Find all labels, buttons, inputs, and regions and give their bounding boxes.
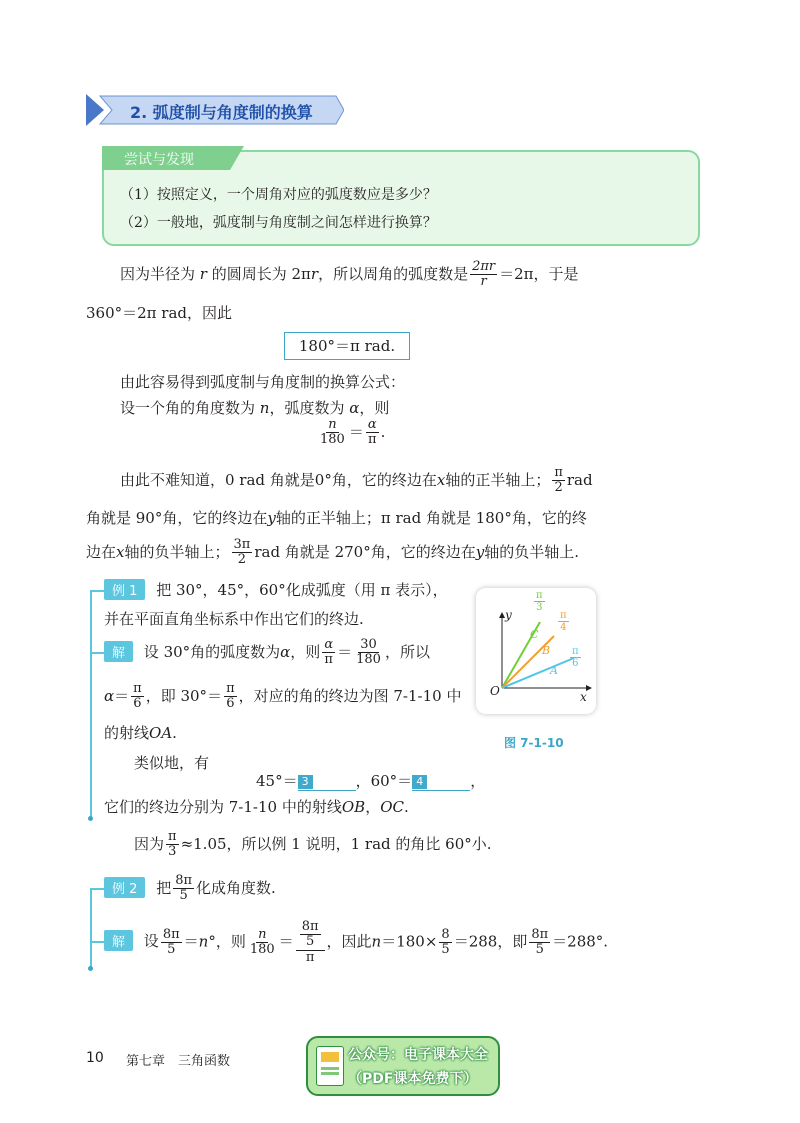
var-y: y <box>475 542 485 561</box>
text: rad 角就是 270°角，它的终边在 <box>254 542 476 561</box>
figure-7-1-10 <box>476 588 596 714</box>
frac-den: 5 <box>167 941 176 957</box>
fraction <box>173 874 194 904</box>
text: ，对应的角的终边为图 7-1-10 中 <box>238 686 462 705</box>
text: ＝ <box>114 686 130 705</box>
frac-den: 180 <box>249 941 275 957</box>
text: ，即 30°＝ <box>145 686 223 705</box>
book-icon <box>316 1046 344 1086</box>
para2-line1: 由此容易得到弧度制与角度制的换算公式： <box>120 373 406 391</box>
frac-den: 180 <box>356 652 381 668</box>
label-pi-over-4 <box>558 610 569 633</box>
text: 因为半径为 <box>120 264 196 283</box>
var-n: n <box>259 399 270 417</box>
example1-line1 <box>90 579 448 600</box>
origin-label: O <box>490 684 500 698</box>
frac-den: 5 <box>441 941 450 957</box>
frac-den: 180 <box>320 432 345 448</box>
watermark-badge <box>306 1036 500 1096</box>
text: 轴的正半轴上；π rad 角就是 180°角，它的终 <box>275 509 587 527</box>
text: ≈1.05，所以例 1 说明，1 rad 的角比 60°小. <box>180 834 492 853</box>
text: . <box>380 422 386 441</box>
text: 因为 <box>134 834 165 853</box>
text: 把 30°，45°，60°化成弧度（用 π 表示）， <box>156 581 448 599</box>
axis-label-x: x <box>580 690 587 704</box>
frac-num: π <box>226 681 235 696</box>
text: ＝288°. <box>552 932 609 951</box>
frac-den: 6 <box>133 696 142 712</box>
frac-num: 8π <box>162 926 180 942</box>
explore-label <box>102 146 244 170</box>
frac-num: 8π <box>175 873 193 888</box>
text: ＝ <box>348 422 364 441</box>
ray-label-a: A <box>550 664 558 677</box>
explore-label-text: 尝试与发现 <box>124 152 194 168</box>
text: ，弧度数为 <box>269 399 345 417</box>
frac-den: 3 <box>536 602 543 613</box>
boxed-formula: 180°＝π rad. <box>284 332 410 360</box>
frac-den: π <box>305 949 315 965</box>
frac-num: 8π <box>531 926 549 942</box>
example1-bracket <box>90 590 92 820</box>
para3-line1 <box>120 466 593 496</box>
text: 它们的终边分别为 7-1-10 中的射线 <box>104 798 342 816</box>
example1-solution-line5 <box>256 770 485 791</box>
text: 由此不难知道，0 rad 角就是0°角，它的终边在 <box>120 470 437 489</box>
frac-den: 2 <box>554 480 563 496</box>
example2-bracket-dot <box>88 966 93 971</box>
var-alpha: α <box>280 642 291 661</box>
text: ， <box>470 772 486 790</box>
var-n: n <box>198 932 209 951</box>
para2-line2 <box>120 397 389 418</box>
frac-den: 3 <box>168 844 177 860</box>
para1-line2: 360°＝2π rad，因此 <box>86 304 233 322</box>
frac-num: π <box>572 646 579 657</box>
para3-line2 <box>86 507 587 528</box>
watermark-line1: 公众号：电子课本大全 <box>348 1047 488 1063</box>
text: ，所以 <box>384 642 430 661</box>
frac-den: 4 <box>560 622 567 633</box>
explore-q1: （1）按照定义，一个周角对应的弧度数应是多少？ <box>120 187 437 203</box>
frac-den: 6 <box>572 658 579 669</box>
example2-solution <box>90 920 608 965</box>
frac-den: 5 <box>535 941 544 957</box>
fraction <box>354 638 383 668</box>
para4 <box>134 830 492 860</box>
frac-num: 2πr <box>472 259 496 274</box>
fraction <box>552 466 565 496</box>
fill-blank-3[interactable] <box>298 776 356 791</box>
ray-oa: OA <box>149 724 173 742</box>
example1-solution-line3 <box>104 722 177 743</box>
watermark-line2: （PDF课本免费下） <box>348 1071 478 1087</box>
frac-num: π <box>133 681 142 696</box>
text: ，所以周角的弧度数是 <box>318 264 469 283</box>
text: ，60°＝ <box>355 772 413 790</box>
text: 设一个角的角度数为 <box>120 399 256 417</box>
fraction <box>318 418 347 448</box>
text: ，因此 <box>326 932 372 951</box>
text: ＝ <box>337 642 353 661</box>
para1-line1 <box>120 260 579 290</box>
section-title: 2. 弧度制与角度制的换算 <box>130 103 313 122</box>
fraction <box>161 928 182 958</box>
var-n: n <box>371 932 382 951</box>
fraction <box>529 928 550 958</box>
text: ＝288，即 <box>453 932 528 951</box>
text: ＝ <box>278 932 294 951</box>
solution-tag: 解 <box>104 641 133 662</box>
fill-blank-4[interactable] <box>412 776 470 791</box>
frac-den: 2 <box>237 552 247 568</box>
frac-num: π <box>536 590 543 601</box>
text: ＝ <box>183 932 199 951</box>
text: 把 <box>156 878 172 897</box>
para3-line3 <box>86 538 579 568</box>
text: 设 30°角的弧度数为 <box>143 642 281 661</box>
var-r: r <box>199 264 207 283</box>
var-x: x <box>436 470 446 489</box>
blank-number: 4 <box>412 775 427 789</box>
page-number: 10 <box>86 1050 104 1066</box>
example1-solution-line4: 类似地，有 <box>134 754 210 772</box>
ray-ob: OB <box>341 798 366 816</box>
frac-num: π <box>168 829 177 844</box>
ray-label-b: B <box>542 644 551 657</box>
tag-connector <box>90 941 104 943</box>
frac-num: 3π <box>233 537 251 552</box>
text: ＝180× <box>381 932 438 951</box>
fraction <box>166 830 179 860</box>
var-x: x <box>116 542 125 561</box>
fraction <box>248 928 277 958</box>
fraction <box>224 682 237 712</box>
chapter-label: 第七章 三角函数 <box>126 1054 231 1069</box>
var-y: y <box>267 509 276 527</box>
text: ， <box>365 798 381 816</box>
example1-solution-line1 <box>90 638 430 668</box>
frac-den: π <box>324 652 333 668</box>
fraction <box>322 638 335 668</box>
book-icon-line <box>321 1067 339 1070</box>
text: 45°＝ <box>256 772 298 790</box>
frac-den: 5 <box>179 888 188 904</box>
text: ，则 <box>359 399 390 417</box>
frac-num: π <box>560 610 567 621</box>
fraction <box>131 682 144 712</box>
text: 的圆周长为 2π <box>211 264 311 283</box>
axis-label-y: y <box>505 608 512 622</box>
example1-solution-line6 <box>104 796 409 817</box>
frac-num: α <box>324 637 334 652</box>
text: 轴的正半轴上； <box>445 470 551 489</box>
book-icon-line <box>321 1072 339 1075</box>
frac-num: 8 <box>441 926 450 942</box>
var-r: r <box>310 264 319 283</box>
frac-num: 30 <box>360 637 377 652</box>
frac-num: n <box>258 926 267 942</box>
frac-den: r <box>480 274 487 290</box>
conversion-formula <box>316 418 385 448</box>
text: 化成角度数. <box>196 878 276 897</box>
text: rad <box>566 470 593 489</box>
ray-label-c: C <box>530 628 539 641</box>
text: . <box>172 724 177 742</box>
frac-den: 5 <box>305 934 315 950</box>
label-pi-over-6 <box>570 646 581 669</box>
frac-num: π <box>554 465 563 480</box>
text: . <box>403 798 409 816</box>
tag-connector <box>90 590 104 592</box>
text: 轴的负半轴上； <box>124 542 230 561</box>
text: ＝2π，于是 <box>499 264 579 283</box>
ray-oc: OC <box>380 798 404 816</box>
frac-den: π <box>367 432 377 448</box>
compound-fraction <box>296 920 325 965</box>
example1-tag: 例 1 <box>104 579 145 600</box>
frac-num: α <box>367 417 377 432</box>
fraction <box>366 418 379 448</box>
var-alpha: α <box>349 399 360 417</box>
example1-bracket-dot <box>88 816 93 821</box>
label-pi-over-3 <box>534 590 545 613</box>
frac-num: 8π <box>301 919 319 934</box>
figure-caption: 图 7-1-10 <box>504 736 564 750</box>
frac-num <box>296 920 325 951</box>
fraction <box>300 920 321 950</box>
fraction <box>439 928 451 958</box>
text: ，则 <box>290 642 321 661</box>
blank-number: 3 <box>298 775 313 789</box>
text: 的射线 <box>104 724 150 742</box>
text: 角就是 90°角，它的终边在 <box>86 509 268 527</box>
fraction <box>470 260 497 290</box>
text: 设 <box>143 932 159 951</box>
example1-solution-line2 <box>104 682 461 712</box>
tag-connector <box>90 888 104 890</box>
frac-num: n <box>328 417 337 432</box>
section-header <box>86 94 344 126</box>
text: 边在 <box>86 542 117 561</box>
fraction <box>232 538 253 568</box>
ray-a-line <box>502 658 574 688</box>
example1-line2: 并在平面直角坐标系中作出它们的终边. <box>104 610 364 628</box>
explore-q2: （2）一般地，弧度制与角度制之间怎样进行换算？ <box>120 215 437 231</box>
text: °，则 <box>208 932 246 951</box>
text: 轴的负半轴上. <box>484 542 579 561</box>
solution-tag: 解 <box>104 930 133 951</box>
book-icon-cover <box>321 1052 339 1062</box>
frac-den: 6 <box>226 696 235 712</box>
example2-tag: 例 2 <box>104 877 145 898</box>
example2-line1 <box>90 874 276 904</box>
var-alpha: α <box>104 686 115 705</box>
tag-connector <box>90 652 104 654</box>
